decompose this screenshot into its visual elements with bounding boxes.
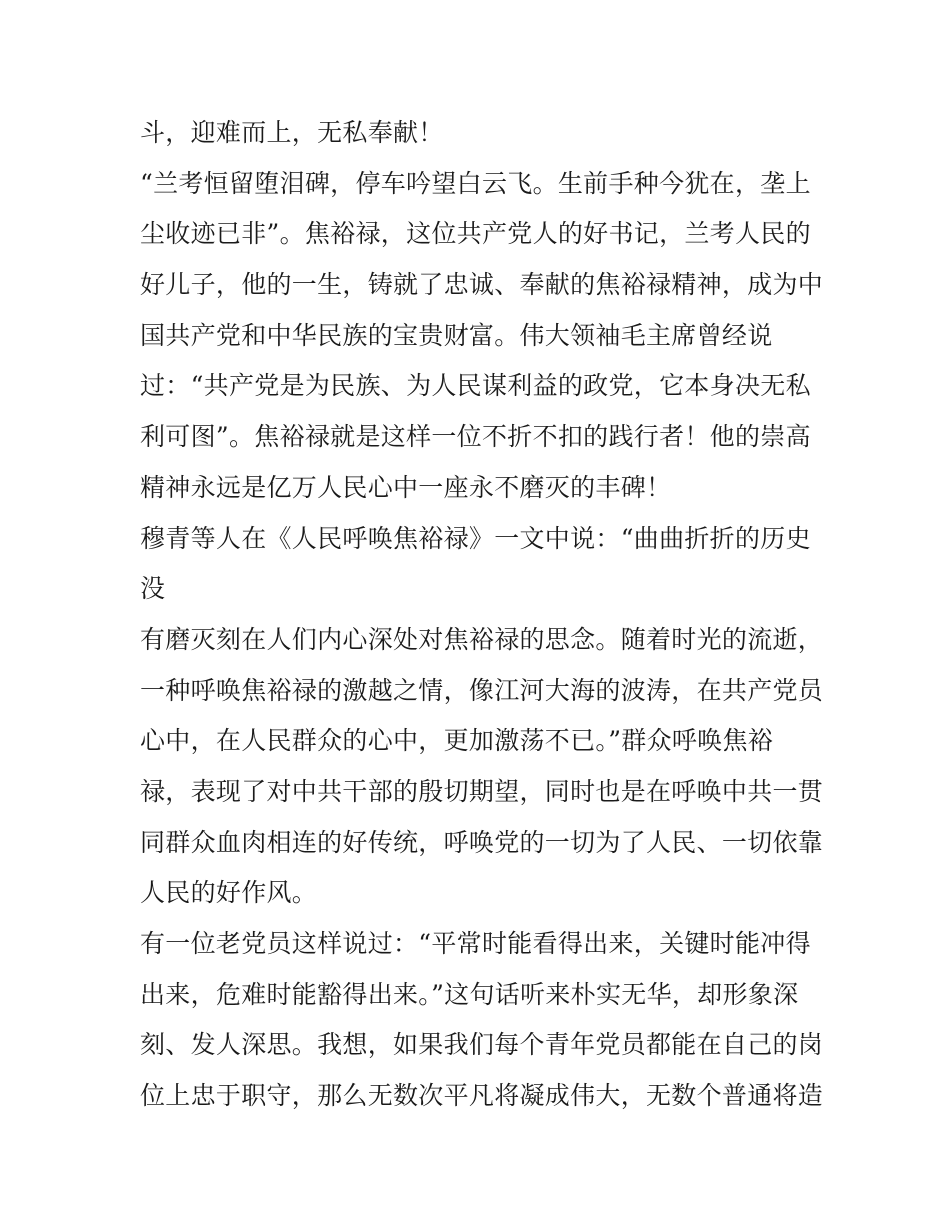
document-text-body (140, 108, 824, 1122)
text-line: “兰考恒留堕泪碑，停车吟望白云飞。生前手种今犹在，垄上 (140, 168, 811, 198)
text-line: 好儿子，他的一生，铸就了忠诚、奉献的焦裕禄精神，成为中 (140, 270, 824, 300)
text-line: 禄，表现了对中共干部的殷切期望，同时也是在呼唤中共一贯 (140, 776, 824, 806)
text-line: 刻、发人深思。我想，如果我们每个青年党员都能在自己的岗 (140, 1030, 824, 1060)
text-line: 精神永远是亿万人民心中一座永不磨灭的丰碑！ (140, 472, 672, 502)
text-line: 同群众血肉相连的好传统，呼唤党的一切为了人民、一切依靠 (140, 827, 824, 857)
text-line: 斗，迎难而上，无私奉献！ (140, 118, 444, 147)
text-line: 心中，在人民群众的心中，更加激荡不已。”群众呼唤焦裕 (140, 726, 774, 756)
text-line: 穆青等人在《人民呼唤焦裕禄》一文中说：“曲曲折折的历史 (140, 523, 811, 553)
text-line: 利可图”。焦裕禄就是这样一位不折不扣的践行者！他的崇高 (140, 422, 811, 452)
text-line: 尘收迹已非”。焦裕禄，这位共产党人的好书记，兰考人民的 (140, 219, 811, 249)
text-line: 人民的好作风。 (140, 878, 318, 908)
text-line: 国共产党和中华民族的宝贵财富。伟大领袖毛主席曾经说 (140, 320, 773, 350)
text-line: 过：“共产党是为民族、为人民谋利益的政党，它本身决无私 (140, 371, 811, 401)
text-line: 出来，危难时能豁得出来。”这句话听来朴实无华，却形象深 (140, 979, 799, 1009)
text-line: 位上忠于职守，那么无数次平凡将凝成伟大，无数个普通将造 (140, 1081, 824, 1111)
text-line: 有一位老党员这样说过：“平常时能看得出来，关键时能冲得 (140, 929, 811, 958)
text-line: 没 (140, 574, 166, 604)
text-line: 有磨灭刻在人们内心深处对焦裕禄的思念。随着时光的流逝， (140, 624, 824, 654)
text-line: 一种呼唤焦裕禄的激越之情，像江河大海的波涛，在共产党员 (140, 675, 824, 705)
